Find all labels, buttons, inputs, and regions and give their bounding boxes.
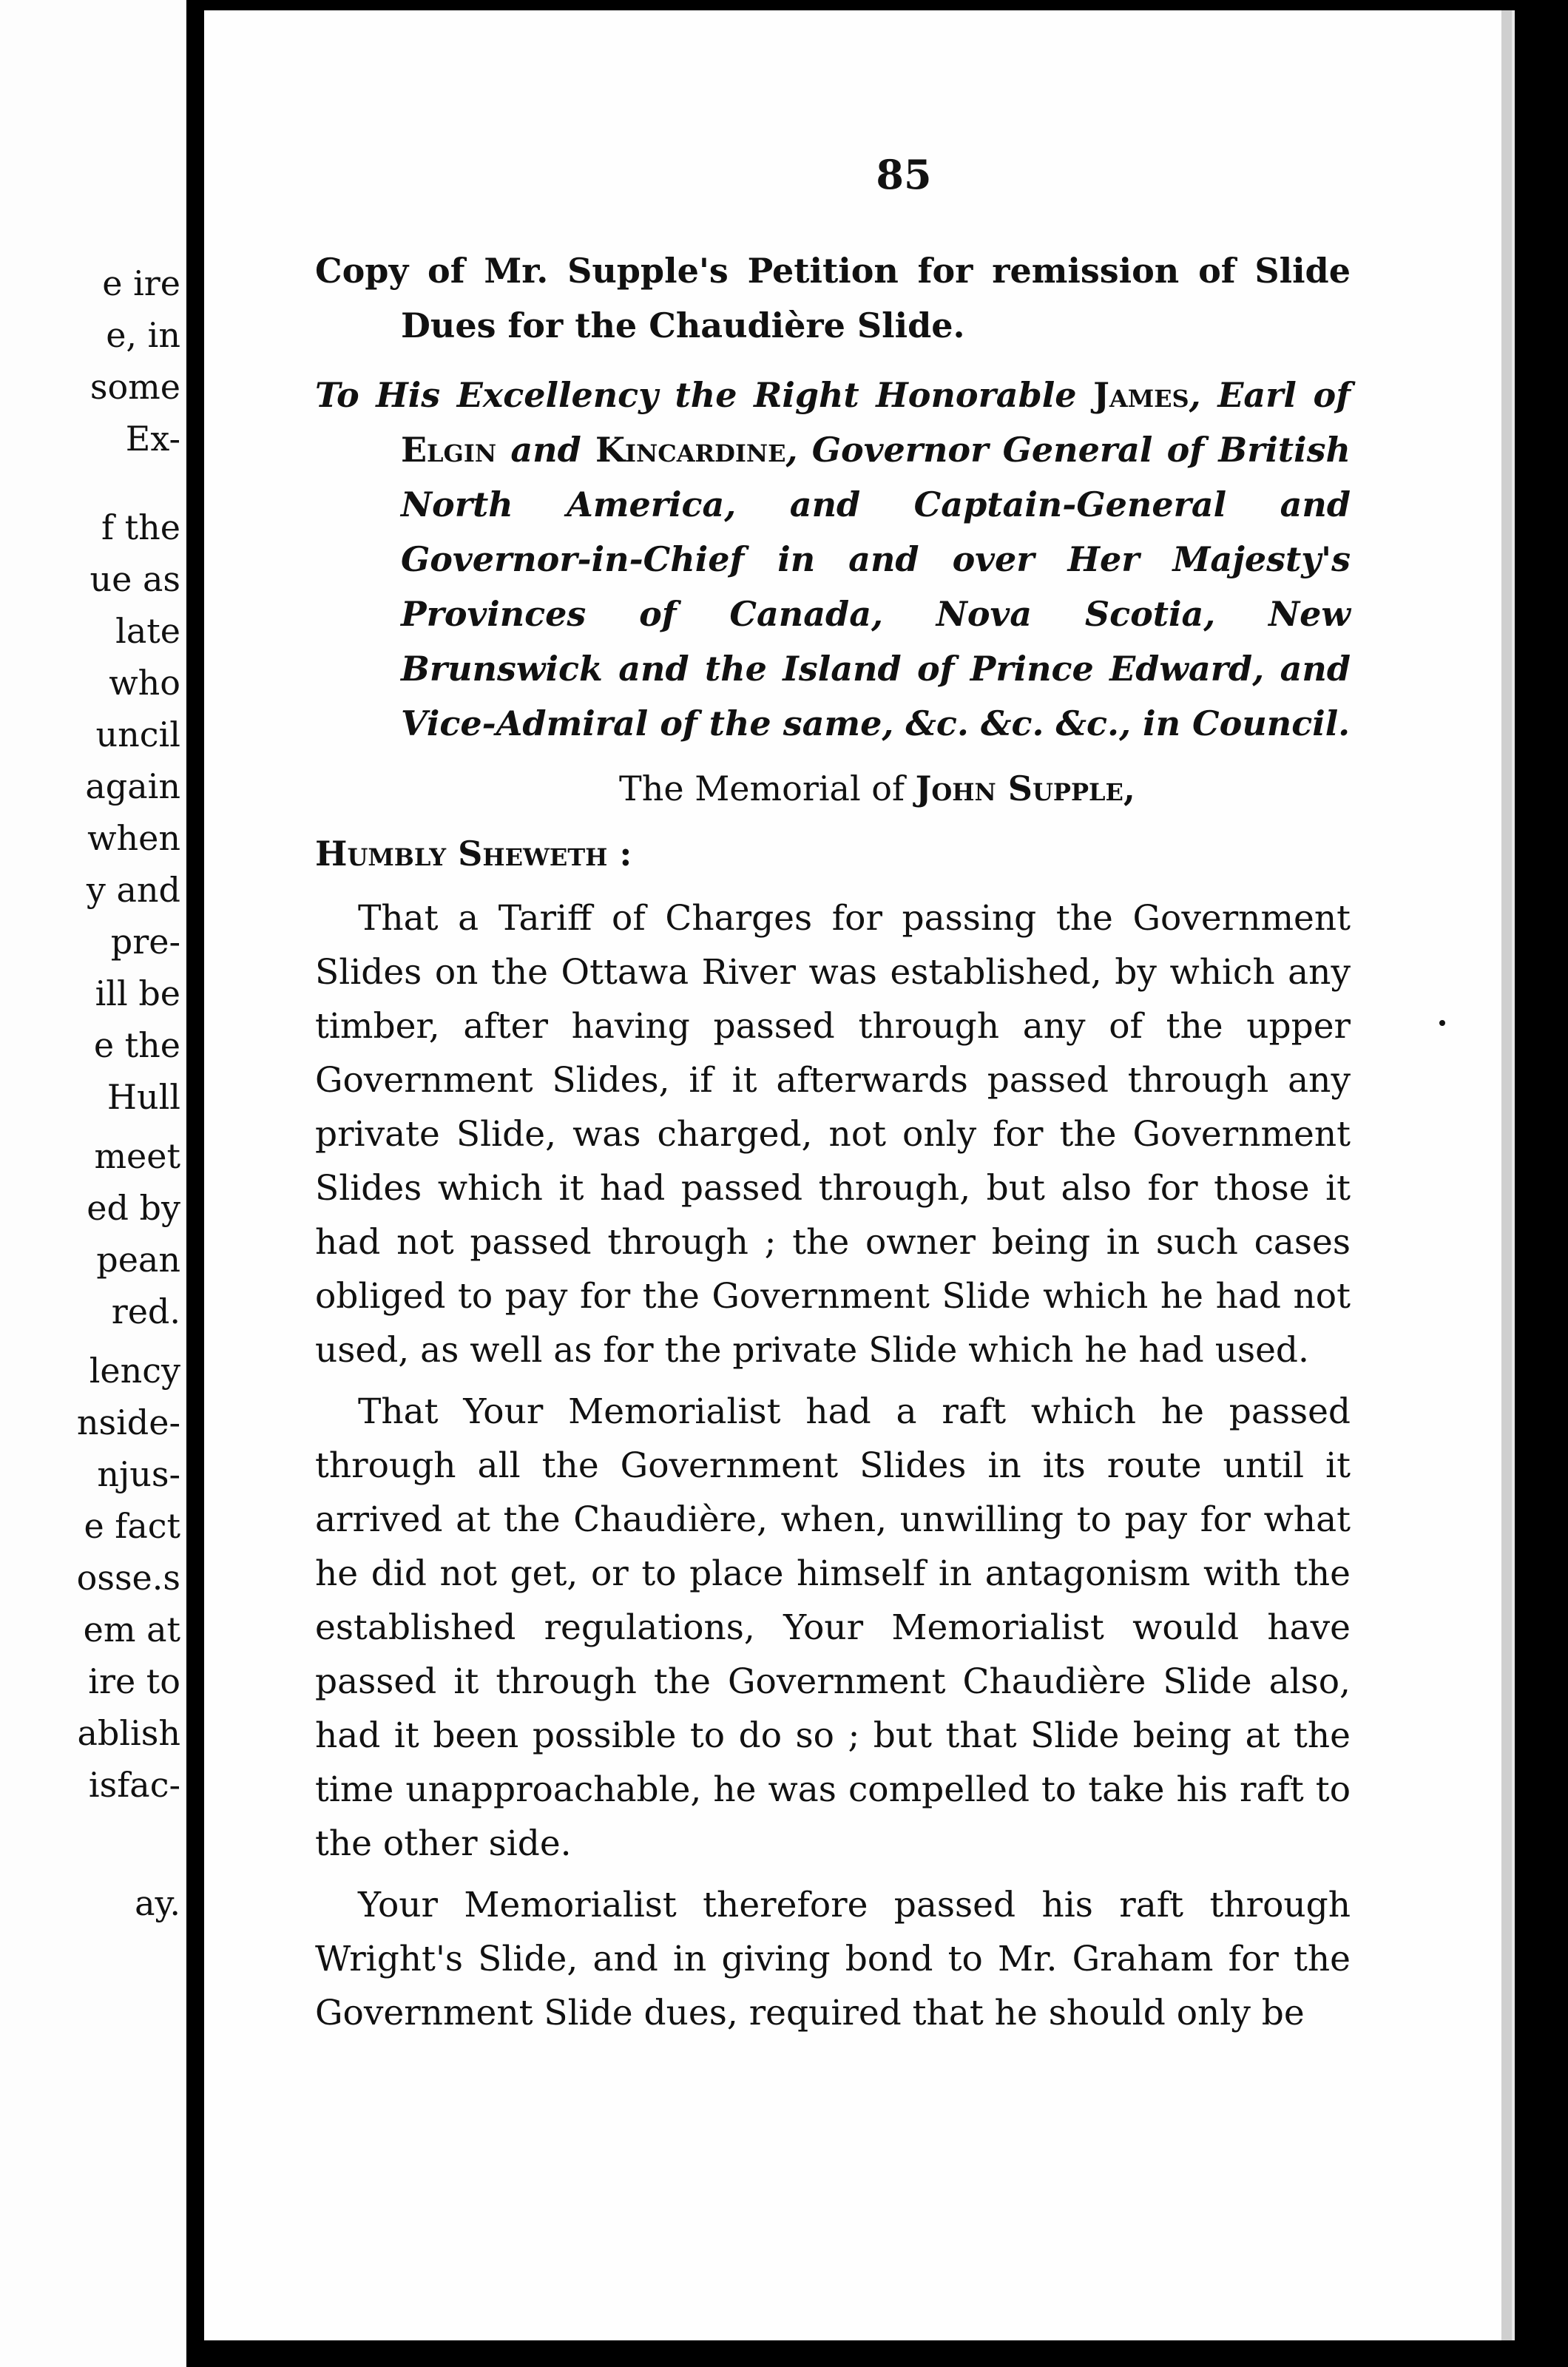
left-page-fragment: some bbox=[89, 367, 180, 407]
petition-heading: Copy of Mr. Supple's Petition for remission of Slide Dues for the Chaudière Slide. bbox=[315, 251, 1351, 345]
address-james: James bbox=[1093, 375, 1189, 415]
page-edge bbox=[1501, 10, 1512, 2340]
paragraph-2: That Your Memorialist had a raft which he passed through all the Government Slides in its route until it arrived at the Chaudière, when, unwilling to pay for what he did not get, or to place himself in antagonism with the established regulations, Your Memorialist would have passed it through the Government Chaudière Slide also, had it been possible to do so ; but that Slide being at the time unapproachable, he was compelled to take his raft to the other side. bbox=[315, 1391, 1351, 1864]
scan-speck bbox=[1439, 1020, 1445, 1026]
main-page bbox=[204, 10, 1515, 2340]
left-facing-page bbox=[0, 0, 186, 2367]
left-page-fragment: red. bbox=[111, 1291, 180, 1331]
left-page-fragment: ire to bbox=[88, 1661, 180, 1701]
left-page-fragment: e, in bbox=[106, 315, 180, 355]
left-page-fragment: late bbox=[115, 611, 180, 651]
left-page-fragment: e the bbox=[93, 1025, 180, 1065]
address-block bbox=[315, 368, 1351, 751]
address-kincardine: Kincardine bbox=[595, 430, 786, 470]
left-page-fragment: isfac- bbox=[88, 1765, 180, 1805]
left-page-fragment: pre- bbox=[110, 922, 180, 962]
memorial-line bbox=[315, 761, 1351, 816]
left-page-fragment: lency bbox=[89, 1351, 180, 1391]
memorial-name: John Supple, bbox=[915, 769, 1135, 808]
left-page-fragment: when bbox=[87, 818, 180, 858]
paragraph-3: Your Memorialist therefore passed his raft through Wright's Slide, and in giving bond to Mr. Graham for the Government Slide dues, required that he should only be bbox=[315, 1885, 1351, 2033]
left-page-fragment: ill be bbox=[95, 973, 180, 1013]
left-page-fragment: pean bbox=[96, 1240, 180, 1280]
left-page-fragment: again bbox=[85, 766, 180, 806]
address-elgin: Elgin bbox=[401, 430, 497, 470]
page-number: 85 bbox=[876, 151, 932, 198]
left-page-fragment: nside- bbox=[76, 1402, 180, 1442]
humbly-sheweth: Humbly Sheweth : bbox=[315, 834, 632, 874]
address-part-2: , Earl of bbox=[1189, 375, 1351, 415]
address-part-4: , Governor General of British North America, and Captain-General and Governor-in-Chief in and over Her Majesty's Provinces of Canada, Nova Scotia, New Brunswick and the Island of Prince Edward, and Vice-Admiral of the same, &c. &c. &c., in Council. bbox=[401, 430, 1351, 743]
left-page-fragment: meet bbox=[94, 1136, 180, 1176]
left-page-fragment: njus- bbox=[97, 1454, 180, 1494]
address-part-3: and bbox=[496, 430, 596, 470]
left-page-fragment: osse.s bbox=[76, 1558, 180, 1598]
left-page-fragment: ay. bbox=[135, 1883, 180, 1923]
left-page-fragment: ed by bbox=[87, 1188, 180, 1228]
left-page-fragment: y and bbox=[86, 870, 180, 910]
book-gutter bbox=[186, 0, 204, 2367]
left-page-fragment: e ire bbox=[102, 263, 180, 303]
left-page-fragment: ue as bbox=[89, 559, 180, 599]
left-page-fragment: em at bbox=[83, 1610, 180, 1650]
left-page-fragment: uncil bbox=[95, 715, 180, 754]
memorial-prefix: The Memorial of bbox=[619, 769, 916, 808]
left-page-fragment: f the bbox=[101, 507, 180, 547]
address-part-1: To His Excellency the Right Honorable bbox=[315, 375, 1094, 415]
page-text bbox=[315, 243, 1351, 2040]
left-page-fragment: Ex- bbox=[125, 419, 180, 459]
left-page-fragment: who bbox=[109, 663, 180, 703]
paragraph-1: That a Tariff of Charges for passing the Government Slides on the Ottawa River was established, by which any timber, after having passed through any of the upper Government Slides, if it afterwards passed through any private Slide, was charged, not only for the Government Slides which it had passed through, but also for those it had not passed through ; the owner being in such cases obliged to pay for the Government Slide which he had not used, as well as for the private Slide which he had used. bbox=[315, 898, 1351, 1371]
left-page-fragment: Hull bbox=[107, 1077, 180, 1117]
left-page-fragment: e fact bbox=[84, 1506, 180, 1546]
left-page-fragment: ablish bbox=[77, 1713, 180, 1753]
